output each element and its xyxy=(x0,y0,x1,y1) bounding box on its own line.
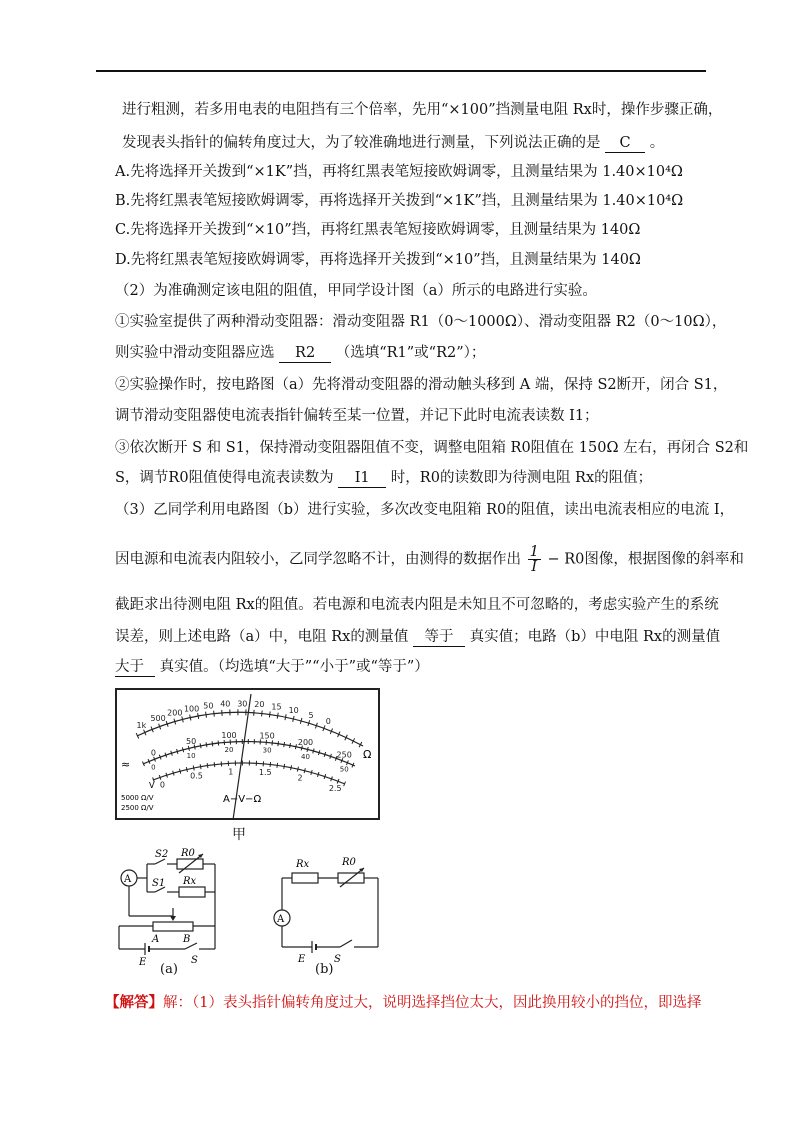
ohm-tick-label: 40 xyxy=(220,699,231,709)
ac-tick-label: 2 xyxy=(297,773,303,783)
q1-option-d: D.先将红黑表笔短接欧姆调零，再将选择开关拨到“×10”挡，且测量结果为 140Ω xyxy=(115,252,641,268)
q1-option-c: C.先将选择开关拨到“×10”挡，再将红黑表笔短接欧姆调零，且测量结果为 140Ω xyxy=(115,222,641,238)
circuit-b xyxy=(268,850,388,965)
ammeter-b-letter: A xyxy=(277,914,285,925)
q3-line-5-suffix: 真实值。（均选填“大于”“小于”或“等于”） xyxy=(159,659,429,675)
dc-tick-label: 250 xyxy=(336,750,352,760)
label-s: S xyxy=(191,955,198,966)
label-e-b: E xyxy=(298,954,306,965)
rheostat xyxy=(153,922,193,931)
q1-answer: C xyxy=(605,134,645,153)
q2-step2-line-1: ②实验操作时，按电路图（a）先将滑动变阻器的滑动触头移到 A 端，保持 S2断开，闭合 S1， xyxy=(115,377,728,393)
q3-answer-b: 大于 xyxy=(115,658,155,677)
q2-step3-line-2 xyxy=(115,469,652,488)
q2-step2-line-2: 调节滑动变阻器使电流表指针偏转至某一位置，并记下此时电流表读数 I1； xyxy=(115,408,599,424)
circuit-b-diagram xyxy=(268,850,388,965)
ac-symbol: ≈ xyxy=(121,758,131,771)
q3-line-1: （3）乙同学利用电路图（b）进行实验，多次改变电阻箱 R0的阻值，读出电流表相应的电流 I， xyxy=(115,502,735,518)
q3-line-2 xyxy=(115,545,744,574)
ohm-tick-label: 15 xyxy=(271,702,282,712)
ohm-tick-label: 5 xyxy=(308,710,314,720)
q3-answer-a: 等于 xyxy=(413,628,465,647)
q2-step3-prefix: S，调节R0阻值使得电流表读数为 xyxy=(115,470,334,486)
label-a: A xyxy=(152,934,160,945)
q3-line-4 xyxy=(115,628,720,647)
q3-line-2-prefix: 因电源和电流表内阻较小，乙同学忽略不计，由测得的数据作出 xyxy=(115,551,521,568)
dc2-tick-label: 20 xyxy=(224,746,234,755)
dc-tick-label: 200 xyxy=(297,737,314,747)
spec-5000: 5000 Ω/V xyxy=(121,794,154,802)
one-over-i-fraction xyxy=(528,545,541,574)
label-s2: S2 xyxy=(155,849,169,860)
circuit-a-diagram xyxy=(115,846,225,966)
dc-tick-label: 150 xyxy=(259,731,275,741)
q1-intro-prefix: 发现表头指针的偏转角度过大，为了较准确地进行测量，下列说法正确的是 xyxy=(122,135,601,151)
q2-step1-answer: R2 xyxy=(279,344,331,363)
label-r0: R0 xyxy=(181,848,195,859)
dc2-tick-label: 50 xyxy=(339,765,349,774)
q3-line-4-prefix: 误差，则上述电路（a）中，电阻 Rx的测量值 xyxy=(115,629,409,645)
omega-label: Ω xyxy=(363,748,372,761)
label-rx: Rx xyxy=(183,876,197,887)
solution-line xyxy=(105,994,701,1012)
q2-step3-suffix: 时，R0的读数即为待测电阻 Rx的阻值； xyxy=(390,470,653,486)
circuit-a xyxy=(115,846,225,966)
q3-line-3: 截距求出待测电阻 Rx的阻值。若电源和电流表内阻是未知且不可忽略的，考虑实验产生的系统 xyxy=(115,597,719,613)
q3-line-2-suffix: − R0图像，根据图像的斜率和 xyxy=(547,551,744,568)
ohm-tick-label: 200 xyxy=(167,708,183,718)
dc2-tick-label: 10 xyxy=(186,751,196,760)
fraction-numerator: 1 xyxy=(529,544,539,560)
dc2-tick-label: 30 xyxy=(262,746,272,755)
label-r0-b: R0 xyxy=(342,857,356,868)
resistor-rx xyxy=(179,887,205,897)
ohm-tick-label: 0 xyxy=(325,717,331,726)
dc-tick-label: 0 xyxy=(150,748,156,758)
q1-intro-line-1: 进行粗测，若多用电表的电阻挡有三个倍率，先用“×100”挡测量电阻 Rx时，操作步骤正确， xyxy=(122,102,723,118)
multimeter-dial-figure xyxy=(115,688,380,820)
avo-label: A−V−Ω xyxy=(223,794,262,805)
label-b: B xyxy=(183,934,191,945)
dc2-tick-label: 40 xyxy=(301,752,310,761)
q2-intro: （2）为准确测定该电阻的阻值，甲同学设计图（a）所示的电路进行实验。 xyxy=(115,283,597,299)
label-e: E xyxy=(139,957,147,966)
label-s1: S1 xyxy=(152,878,166,889)
q2-step1-line-2 xyxy=(115,344,485,363)
q2-step1-prefix: 则实验中滑动变阻器应选 xyxy=(115,345,275,361)
q1-intro-line-2 xyxy=(122,134,664,153)
q2-step3-line-1: ③依次断开 S 和 S1，保持滑动变阻器阻值不变，调整电阻箱 R0阻值在 150Ω 左右，再闭合 S2和 xyxy=(115,440,749,456)
circuit-a-caption: (a) xyxy=(160,962,178,977)
q2-step1-suffix: （选填“R1”或“R2”）； xyxy=(335,345,486,361)
ac-tick-label: 2.5 xyxy=(328,784,342,794)
ohm-tick-label: 500 xyxy=(150,714,166,724)
q3-line-4-suffix: 真实值；电路（b）中电阻 Rx的测量值 xyxy=(469,629,721,645)
fraction-denominator: I xyxy=(531,559,538,575)
dc-tick-label: 100 xyxy=(221,731,237,741)
multimeter-dial xyxy=(115,688,380,820)
ac-tick-label: 1 xyxy=(228,767,234,777)
solution-text: 解：（1）表头指针偏转角度过大，说明选择挡位太大，因此换用较小的挡位，即选择 xyxy=(163,995,702,1011)
solution-label: 【解答】 xyxy=(105,994,163,1011)
q1-option-b: B.先将红黑表笔短接欧姆调零，再将选择开关拨到“×1K”挡，且测量结果为 1.40×10⁴Ω xyxy=(115,193,684,209)
q3-line-5 xyxy=(115,658,429,677)
q2-step1-line-1: ①实验室提供了两种滑动变阻器：滑动变阻器 R1（0～1000Ω）、滑动变阻器 R2（0～10Ω）， xyxy=(115,314,727,330)
spec-2500: 2500 Ω/V xyxy=(121,804,154,812)
label-rx-b: Rx xyxy=(296,859,310,870)
ohm-tick-label: 100 xyxy=(183,704,200,714)
circuit-b-caption: (b) xyxy=(315,962,334,977)
dc-tick-label: 50 xyxy=(186,736,197,746)
label-s-b: S xyxy=(334,954,341,965)
q1-intro-suffix: 。 xyxy=(649,135,665,151)
resistor-rx-b xyxy=(292,873,318,883)
ohm-tick-label: 50 xyxy=(203,701,214,711)
ohm-tick-label: 30 xyxy=(237,699,248,709)
dc2-tick-label: 0 xyxy=(151,763,156,772)
ammeter-a-letter: A xyxy=(124,874,132,885)
ohm-tick-label: 1k xyxy=(136,721,147,730)
ac-tick-label: 0 xyxy=(159,780,165,790)
q2-step3-answer: I1 xyxy=(338,469,386,488)
switch-s-b xyxy=(340,940,352,947)
header-rule xyxy=(96,70,706,72)
ac-tick-label: 0.5 xyxy=(190,771,203,781)
ac-tick-label: 1.5 xyxy=(258,768,272,777)
ohm-tick-label: 20 xyxy=(254,700,265,710)
ohm-tick-label: 10 xyxy=(288,706,299,715)
volt-label: V xyxy=(149,781,155,790)
dial-caption: 甲 xyxy=(232,827,246,843)
q1-option-a: A.先将选择开关拨到“×1K”挡，再将红黑表笔短接欧姆调零，且测量结果为 1.40×10⁴Ω xyxy=(115,164,683,180)
